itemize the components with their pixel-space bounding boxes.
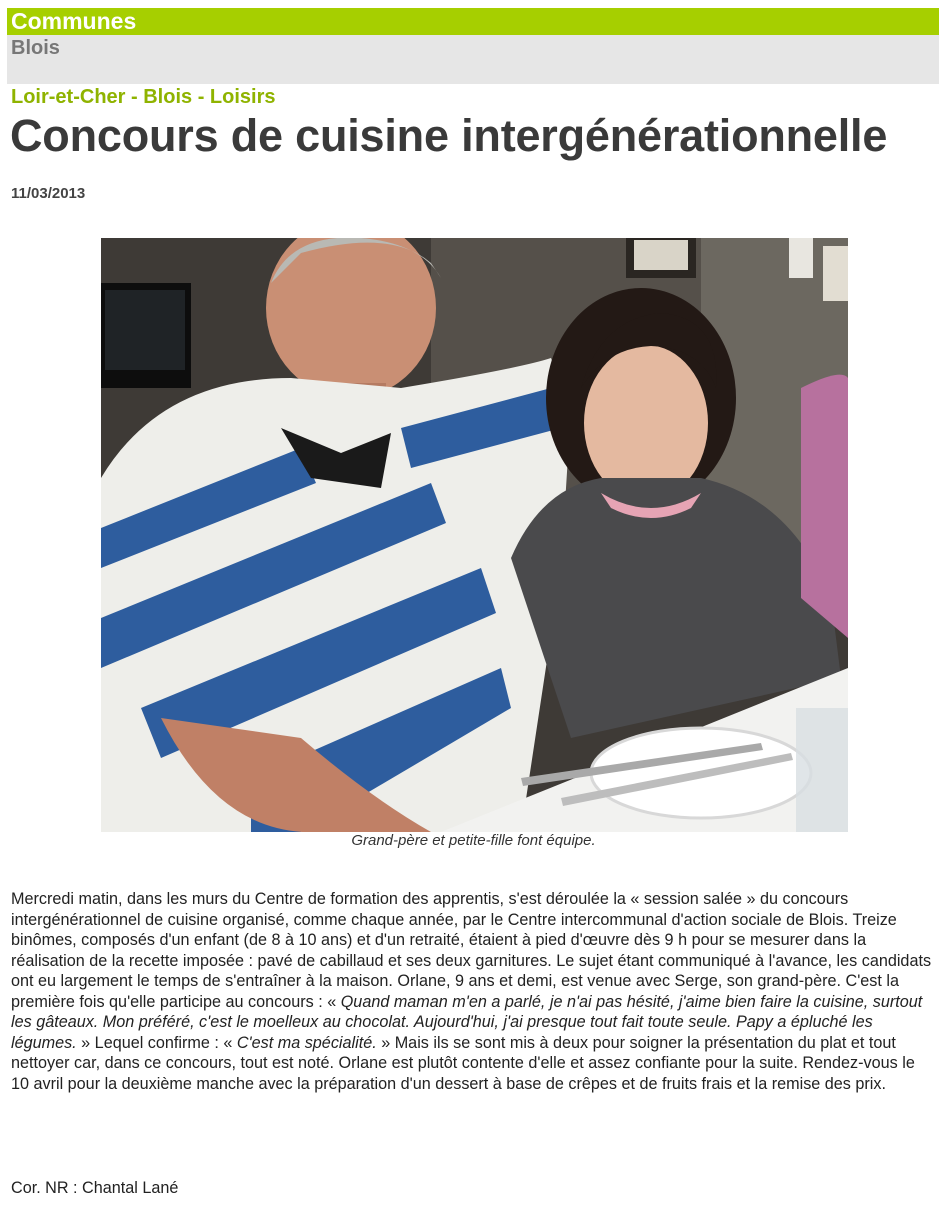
body-quote-1: Quand maman m'en a parlé, je n'ai pas hésité, j'aime bien faire la cuisine, surtout les gâteaux. Mon préféré, c'est le moelleux au chocolat. Aujourd'hui, j'ai presque tout fait toute seule. Papy a épluché les légumes.: [11, 992, 923, 1052]
breadcrumb: [11, 86, 276, 109]
breadcrumb-item-category[interactable]: Loisirs: [209, 86, 276, 108]
breadcrumb-item-city[interactable]: Blois: [143, 86, 193, 108]
section-header: [7, 8, 939, 35]
photo-illustration: [101, 238, 848, 832]
section-subtitle: Blois: [11, 37, 60, 59]
body-text-1: Mercredi matin, dans les murs du Centre de formation des apprentis, s'est déroulée la « session salée » du concours intergénérationnel de cuisine organisé, comme chaque année, par le Centre intercommunal d'action sociale de Blois. Treize binômes, composés d'un enfant (de 8 à 10 ans) et d'un retraité, étaient à pied d'œuvre dès 9 h pour se mesurer dans la réalisation de la recette imposée : pavé de cabillaud et ses deux garnitures. Le sujet étant communiqué à l'avance, les candidats ont eu largement le temps de s'entraîner à la maison. Orlane, 9 ans et demi, est venue avec Serge, son grand-père. C'est la première fois qu'elle participe au concours : «: [11, 890, 932, 1011]
body-text-2: » Lequel confirme : «: [76, 1033, 237, 1052]
breadcrumb-separator: -: [125, 86, 144, 108]
article-signature: Cor. NR : Chantal Lané: [11, 1179, 179, 1197]
breadcrumb-item-department[interactable]: Loir-et-Cher: [11, 86, 126, 108]
section-subheader: [7, 35, 939, 84]
body-text-3: » Mais ils se sont mis à deux pour soigner la présentation du plat et tout nettoyer car, dans ce concours, tout est noté. Orlane est plutôt contente d'elle et assez confiante pour la suite. Rendez-vous le 10 avril pour la deuxième manche avec la préparation d'un dessert à base de crêpes et de fruits frais et la remise des prix.: [11, 1033, 915, 1093]
article-headline: Concours de cuisine intergénérationnelle: [10, 110, 888, 161]
article-body: [11, 889, 935, 1094]
article-date: 11/03/2013: [11, 185, 86, 202]
breadcrumb-separator: -: [192, 86, 210, 108]
article-photo: [101, 238, 848, 832]
body-quote-2: C'est ma spécialité.: [236, 1033, 377, 1052]
section-title: Communes: [11, 8, 137, 34]
photo-caption: Grand-père et petite-fille font équipe.: [351, 832, 596, 849]
